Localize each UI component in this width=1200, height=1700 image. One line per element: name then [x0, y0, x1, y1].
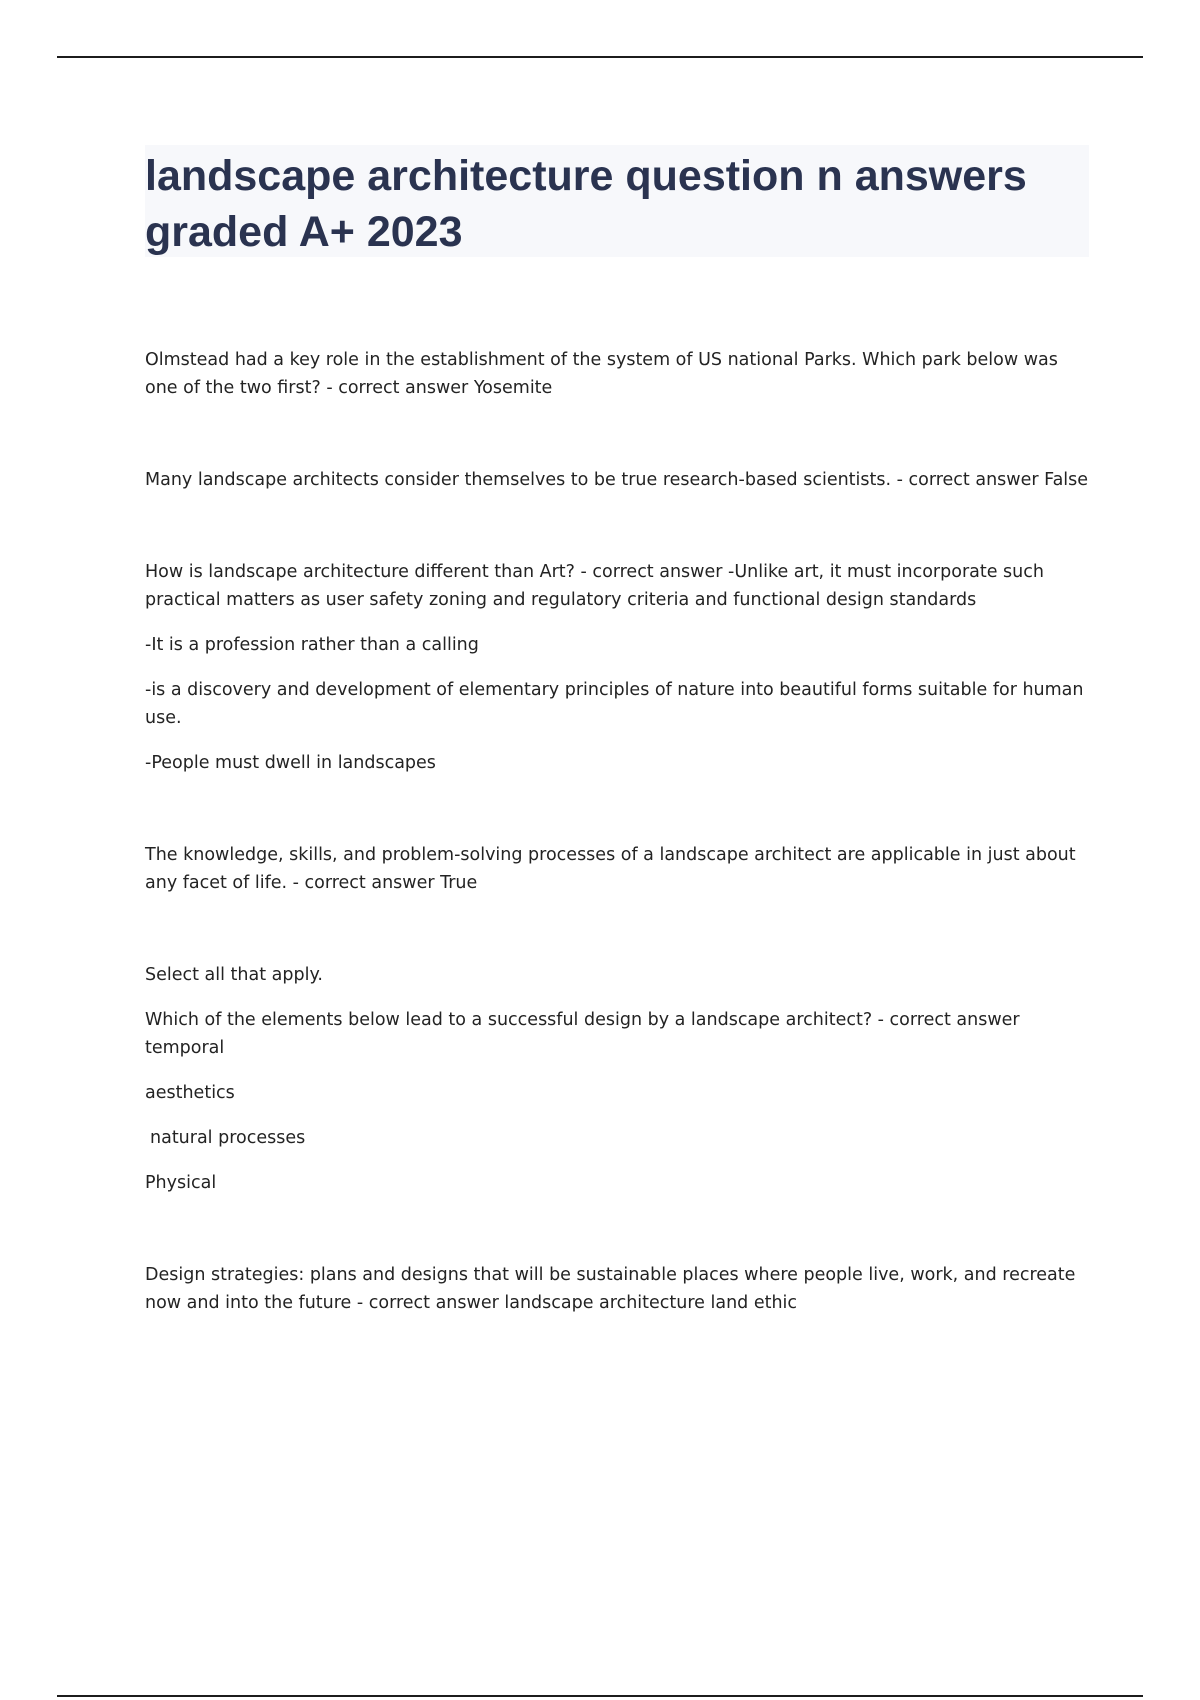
qa-text: The knowledge, skills, and problem-solving processes of a landscape architect are applicable in just about any facet of life. - correct answer True [145, 845, 1076, 893]
qa-answer-line: aesthetics [145, 1083, 235, 1103]
qa-instruction: Select all that apply. [145, 965, 323, 985]
footer-rule [57, 1695, 1143, 1697]
spacer [145, 897, 1090, 961]
spacer [145, 1197, 1090, 1261]
qa-text: How is landscape architecture different than Art? - correct answer -Unlike art, it must incorporate such practical matters as user safety zoning and regulatory criteria and functional design standards [145, 562, 1044, 610]
qa-item [145, 841, 1090, 897]
qa-answer-line: natural processes [150, 1128, 306, 1148]
header-rule [57, 56, 1143, 58]
document-title: landscape architecture question n answers graded A+ 2023 [145, 152, 1027, 256]
qa-item [145, 1261, 1090, 1317]
qa-list [145, 346, 1090, 1317]
qa-item [145, 558, 1090, 777]
qa-text: Many landscape architects consider themselves to be true research-based scientists. - correct answer False [145, 470, 1089, 490]
qa-answer-line: -It is a profession rather than a calling [145, 635, 479, 655]
qa-item [145, 961, 1090, 1197]
qa-answer-line: -is a discovery and development of elementary principles of nature into beautiful forms suitable for human use. [145, 680, 1084, 728]
qa-text: Design strategies: plans and designs that will be sustainable places where people live, work, and recreate now and into the future - correct answer landscape architecture land ethic [145, 1265, 1076, 1313]
spacer [145, 777, 1090, 841]
qa-answer-line: -People must dwell in landscapes [145, 753, 436, 773]
spacer [145, 494, 1090, 558]
title-banner [145, 145, 1089, 257]
qa-answer-line: Physical [145, 1173, 217, 1193]
qa-text: Olmstead had a key role in the establishment of the system of US national Parks. Which park below was one of the two first? - correct answer Yosemite [145, 350, 1058, 398]
qa-item [145, 466, 1090, 494]
qa-text: Which of the elements below lead to a successful design by a landscape architect? - correct answer temporal [145, 1010, 1020, 1058]
qa-item [145, 346, 1090, 402]
spacer [145, 402, 1090, 466]
